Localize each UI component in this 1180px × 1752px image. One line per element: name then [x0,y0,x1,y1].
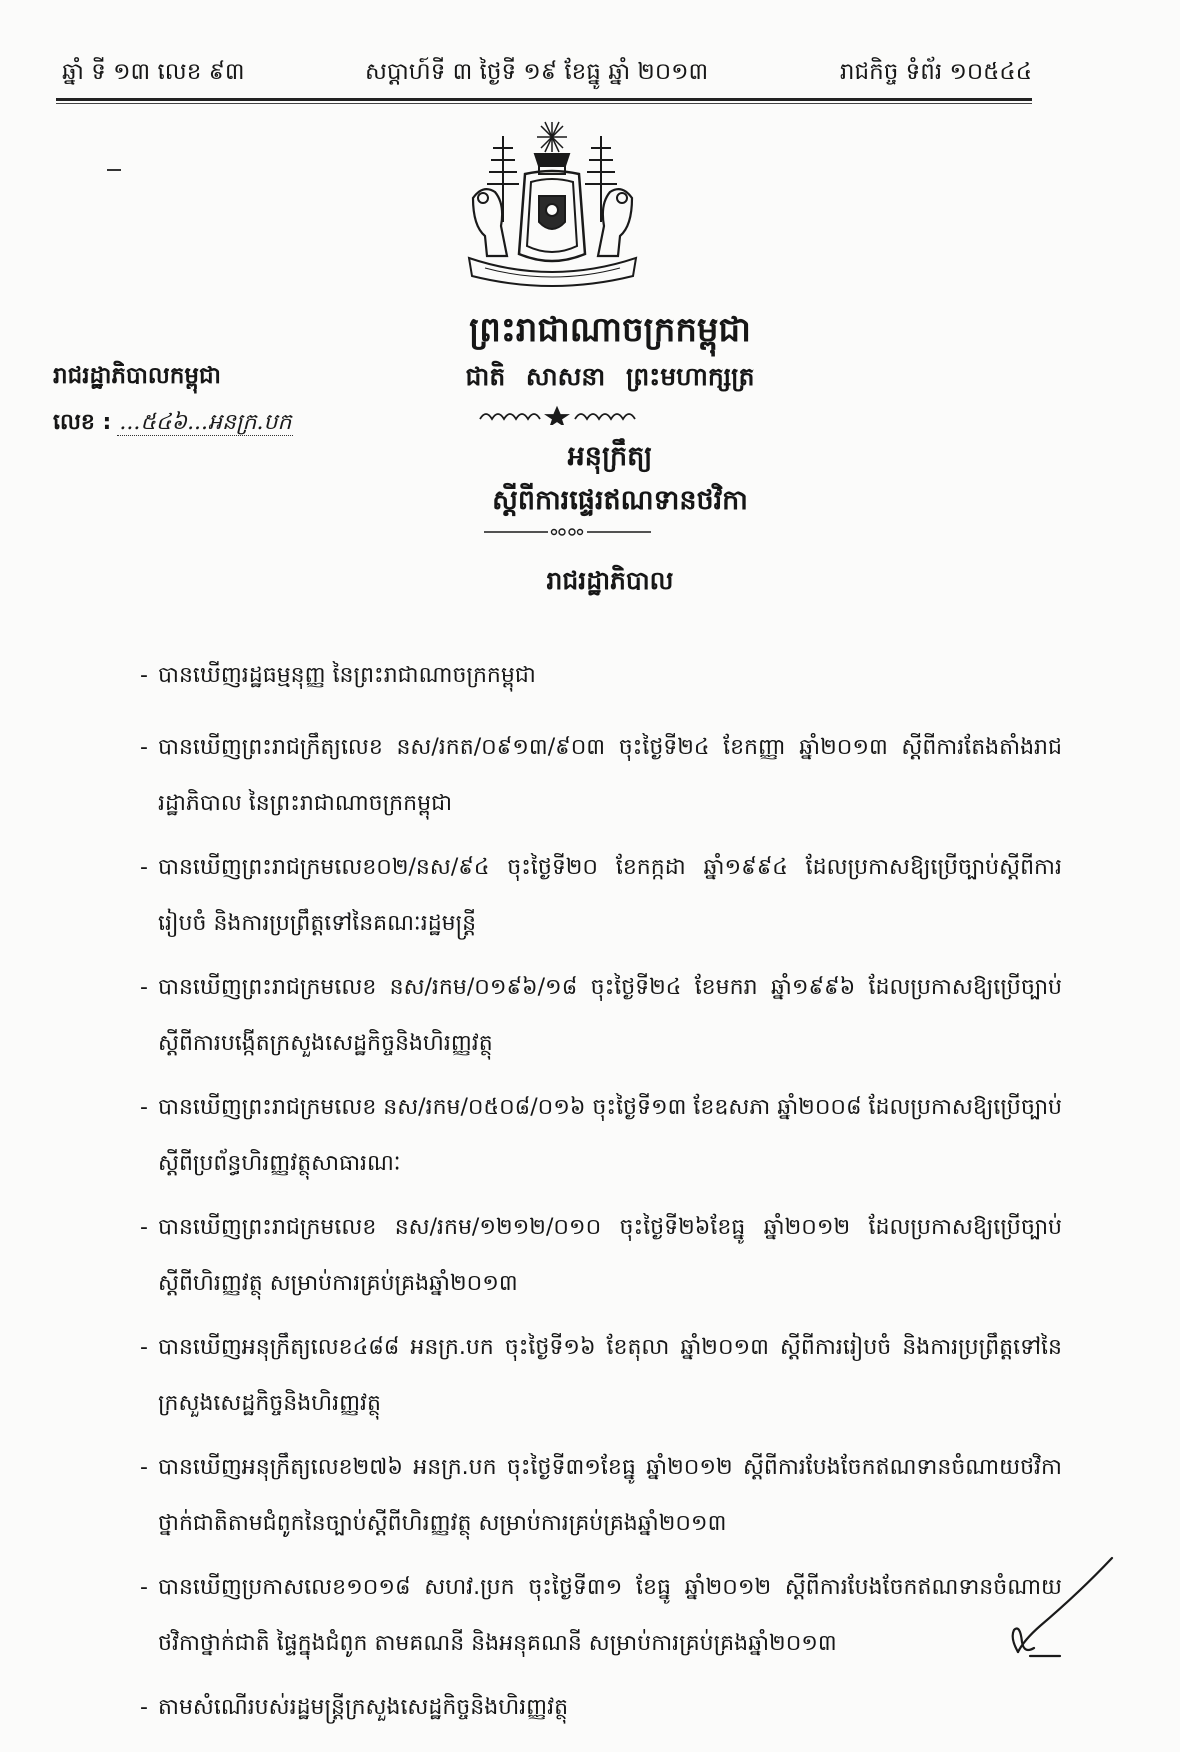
header-rule-thin [56,103,1032,104]
list-item: - បានឃើញព្រះរាជក្រមលេខ នស/រកម/០៥០៨/០១៦ ចុះថ្ងៃទី១៣ ខែឧសភា ឆ្នាំ២០០៨ ដែលប្រកាសឱ្យប្រើច្បាប់ស្តីពីប្រព័ន្ធហិរញ្ញវត្ថុសាធារណៈ [140,1080,1062,1192]
kingdom-name-text: ព្រះរាជាណាចក្រកម្ពុជា [469,310,751,350]
issuing-body [0,566,1180,602]
list-item: - បានឃើញអនុក្រឹត្យលេខ៤៨៨ អនក្រ.បក ចុះថ្ងៃទី១៦ ខែតុលា ឆ្នាំ២០១៣ ស្តីពីការរៀបចំ និងការប្រព្រឹត្តទៅនៃក្រសួងសេដ្ឋកិច្ចនិងហិរញ្ញវត្ថុ [140,1320,1062,1432]
reference-label: លេខ : [53,410,112,435]
scan-mark [107,169,121,171]
header-rule [56,98,1032,101]
kingdom-motto-text: ជាតិ សាសនា ព្រះមហាក្សត្រ [465,362,755,391]
gazette-date: សប្តាហ៍ទី ៣ ថ្ងៃទី ១៩ ខែធ្នូ ឆ្នាំ ២០១៣ [365,59,709,85]
ornament-divider-icon [470,405,645,425]
kingdom-name [0,308,1180,358]
signature-icon [1000,1552,1120,1662]
issuing-government: រាជរដ្ឋាភិបាលកម្ពុជា [53,363,221,389]
reference-number [53,408,293,440]
list-item: - បានឃើញព្រះរាជក្រមលេខ០២/នស/៩៤ ចុះថ្ងៃទី២០ ខែកក្កដា ឆ្នាំ១៩៩៤ ដែលប្រកាសឱ្យប្រើច្បាប់ស្តីពីការរៀបចំ និងការប្រព្រឹត្តទៅនៃគណៈរដ្ឋមន្ត្រី [140,840,1062,952]
list-item: - តាមសំណើរបស់រដ្ឋមន្ត្រីក្រសួងសេដ្ឋកិច្ចនិងហិរញ្ញវត្ថុ [140,1680,1062,1736]
list-item: - បានឃើញប្រកាសលេខ១០១៨ សហវ.ប្រក ចុះថ្ងៃទី៣១ ខែធ្នូ ឆ្នាំ២០១២ ស្តីពីការបែងចែកឥណទានចំណាយថវិកាថ្នាក់ជាតិ ផ្ទៃក្នុងជំពូក តាមគណនី និងអនុគណនី សម្រាប់ការគ្រប់គ្រងឆ្នាំ២០១៣ [140,1560,1062,1672]
kingdom-motto [0,362,1180,398]
document-type-text: អនុក្រឹត្យ [567,441,653,472]
gazette-year-issue: ឆ្នាំ ទី ១៣ លេខ ៩៣ [62,59,245,85]
title-divider-icon [480,526,655,538]
list-item: - បានឃើញអនុក្រឹត្យលេខ២៧៦ អនក្រ.បក ចុះថ្ងៃទី៣១ខែធ្នូ ឆ្នាំ២០១២ ស្តីពីការបែងចែកឥណទានចំណាយថវិកាថ្នាក់ជាតិតាមជំពូកនៃច្បាប់ស្តីពីហិរញ្ញវត្ថុ សម្រាប់ការគ្រប់គ្រងឆ្នាំ២០១៣ [140,1440,1062,1552]
document-type [0,440,1180,479]
gazette-page-number: រាជកិច្ច ទំព័រ ១០៥៤៤ [839,59,1032,85]
list-item: - បានឃើញរដ្ឋធម្មនុញ្ញ នៃព្រះរាជាណាចក្រកម្ពុជា [140,648,1062,704]
list-item: - បានឃើញព្រះរាជក្រមលេខ នស/រកម/០១៩៦/១៨ ចុះថ្ងៃទី២៤ ខែមករា ឆ្នាំ១៩៩៦ ដែលប្រកាសឱ្យប្រើច្បាប់ស្តីពីការបង្កើតក្រសួងសេដ្ឋកិច្ចនិងហិរញ្ញវត្ថុ [140,960,1062,1072]
list-item: - បានឃើញព្រះរាជក្រមលេខ នស/រកម/១២១២/០១០ ចុះថ្ងៃទី២៦ខែធ្នូ ឆ្នាំ២០១២ ដែលប្រកាសឱ្យប្រើច្បាប់ស្តីពីហិរញ្ញវត្ថុ សម្រាប់ការគ្រប់គ្រងឆ្នាំ២០១៣ [140,1200,1062,1312]
document-subject-text: ស្តីពីការផ្ទេរឥណទានថវិកា [492,485,748,516]
issuing-body-text: រាជរដ្ឋាភិបាល [546,566,674,595]
royal-coat-of-arms-icon [465,118,640,296]
reference-value: ...៥៤៦...អនក្រ.បក [119,410,292,435]
document-subject [0,484,1180,523]
visa-clauses [140,648,1062,1752]
list-item: - បានឃើញព្រះរាជក្រឹត្យលេខ នស/រកត/០៩១៣/៩០៣ ចុះថ្ងៃទី២៤ ខែកញ្ញា ឆ្នាំ២០១៣ ស្តីពីការតែងតាំងរាជរដ្ឋាភិបាល នៃព្រះរាជាណាចក្រកម្ពុជា [140,720,1062,832]
